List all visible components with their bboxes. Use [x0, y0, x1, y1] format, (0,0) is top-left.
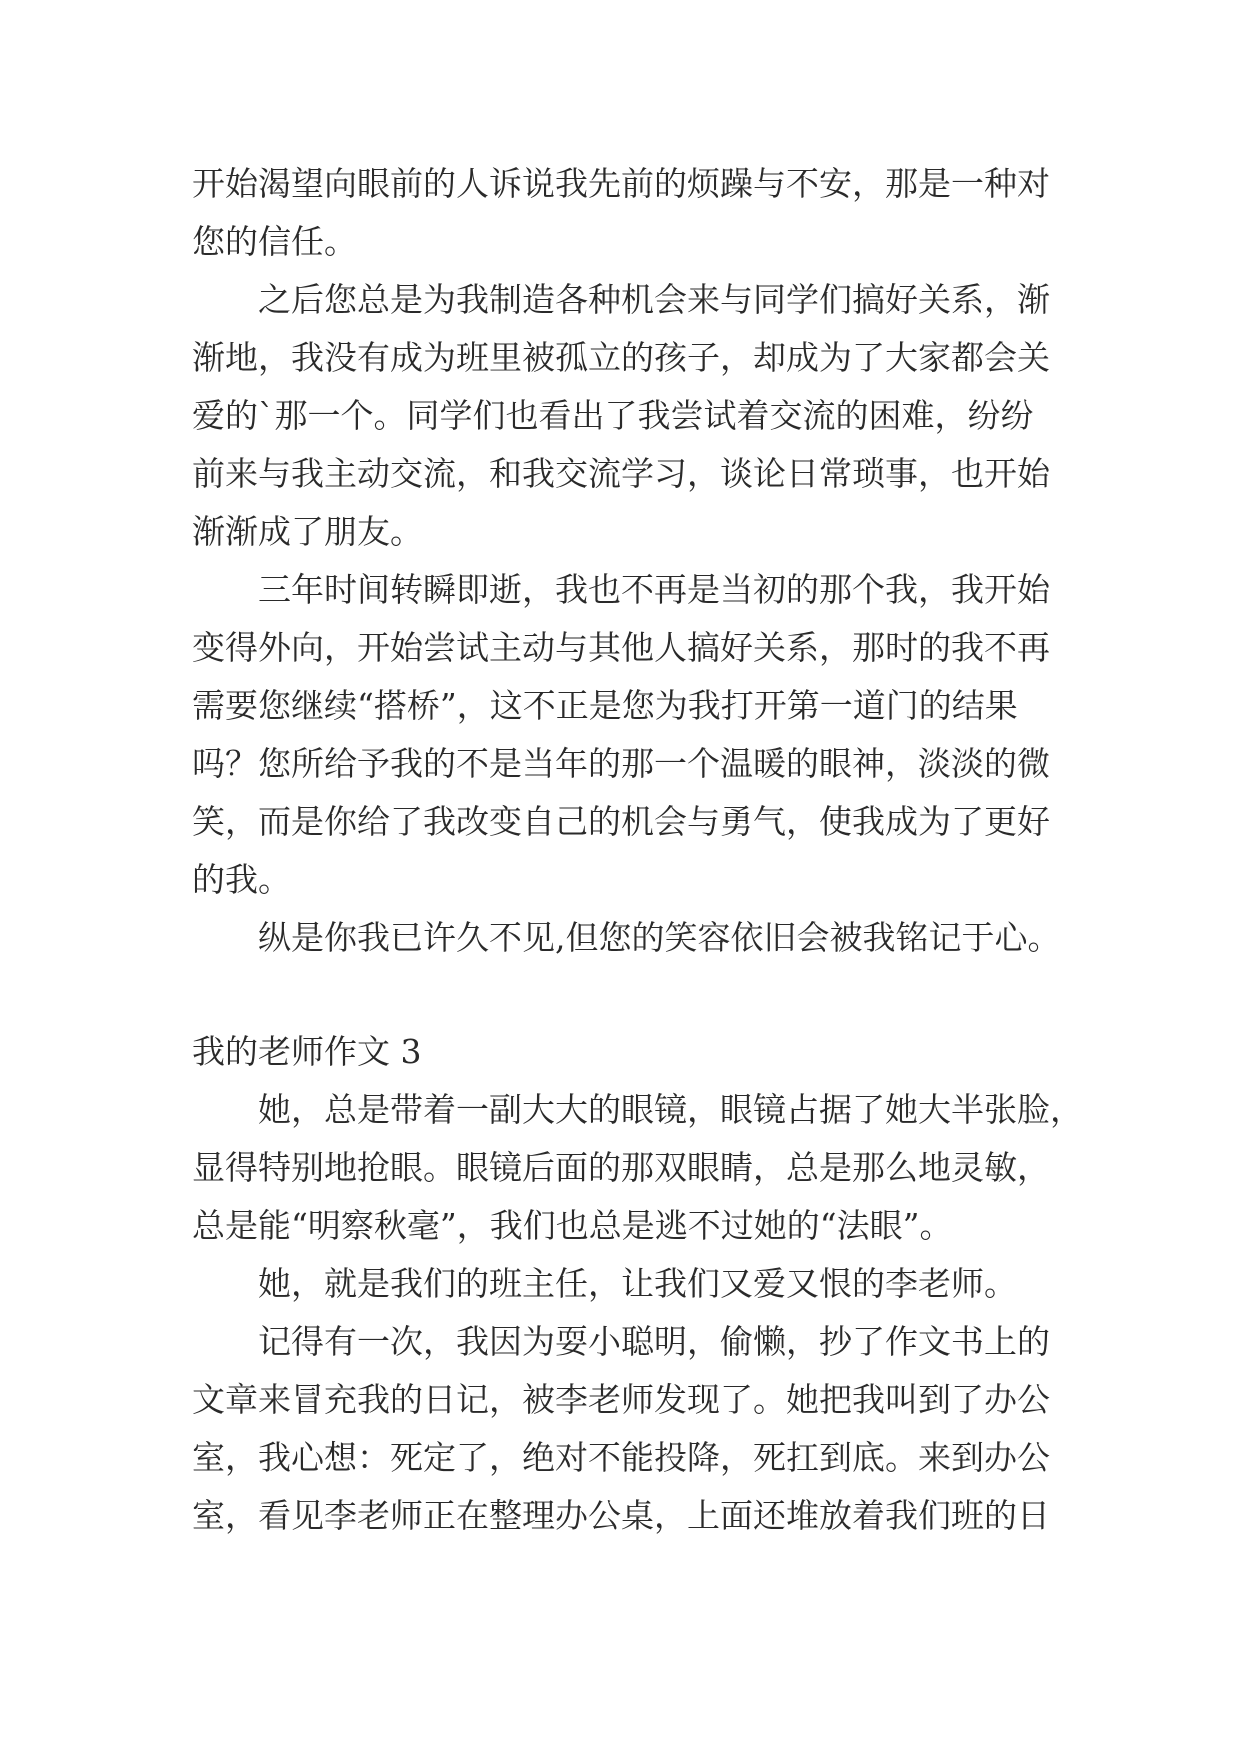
text-line: 您的信任。: [192, 222, 357, 261]
text-line: 爱的`那一个。同学们也看出了我尝试着交流的困难，纷纷: [192, 396, 1034, 435]
text-line: 记得有一次，我因为耍小聪明，偷懒，抄了作文书上的: [258, 1322, 1050, 1361]
text-line: 变得外向，开始尝试主动与其他人搞好关系，那时的我不再: [192, 628, 1050, 667]
text-line: 之后您总是为我制造各种机会来与同学们搞好关系，渐: [258, 280, 1050, 319]
section-gap: [192, 967, 1072, 1023]
document-body: [192, 155, 1083, 1545]
text-line: 总是能“明察秋毫”，我们也总是逃不过她的“法眼”。: [192, 1206, 953, 1245]
text-line: 渐渐成了朋友。: [192, 512, 423, 551]
text-line: 文章来冒充我的日记，被李老师发现了。她把我叫到了办公: [192, 1380, 1050, 1419]
text-line: 渐地，我没有成为班里被孤立的孩子，却成为了大家都会关: [192, 338, 1050, 377]
text-line: 室，看见李老师正在整理办公桌，上面还堆放着我们班的日: [192, 1496, 1050, 1535]
text-line: 显得特别地抢眼。眼镜后面的那双眼睛，总是那么地灵敏，: [192, 1148, 1050, 1187]
text-line: 吗？您所给予我的不是当年的那一个温暖的眼神，淡淡的微: [192, 744, 1050, 783]
text-line: 她，总是带着一副大大的眼镜，眼镜占据了她大半张脸，: [258, 1090, 1083, 1129]
text-line: 开始渴望向眼前的人诉说我先前的烦躁与不安，那是一种对: [192, 164, 1050, 203]
text-line: 室，我心想：死定了，绝对不能投降，死扛到底。来到办公: [192, 1438, 1050, 1477]
section-title: 我的老师作文 3: [192, 1032, 422, 1071]
text-line: 她，就是我们的班主任，让我们又爱又恨的李老师。: [258, 1264, 1017, 1303]
text-line: 需要您继续“搭桥”，这不正是您为我打开第一道门的结果: [192, 686, 1018, 725]
text-line: 的我。: [192, 860, 291, 899]
text-line: 前来与我主动交流，和我交流学习，谈论日常琐事，也开始: [192, 454, 1050, 493]
text-line: 三年时间转瞬即逝，我也不再是当初的那个我，我开始: [258, 570, 1050, 609]
text-line: 纵是你我已许久不见,但您的笑容依旧会被我铭记于心。: [258, 918, 1061, 957]
text-line: 笑，而是你给了我改变自己的机会与勇气，使我成为了更好: [192, 802, 1050, 841]
